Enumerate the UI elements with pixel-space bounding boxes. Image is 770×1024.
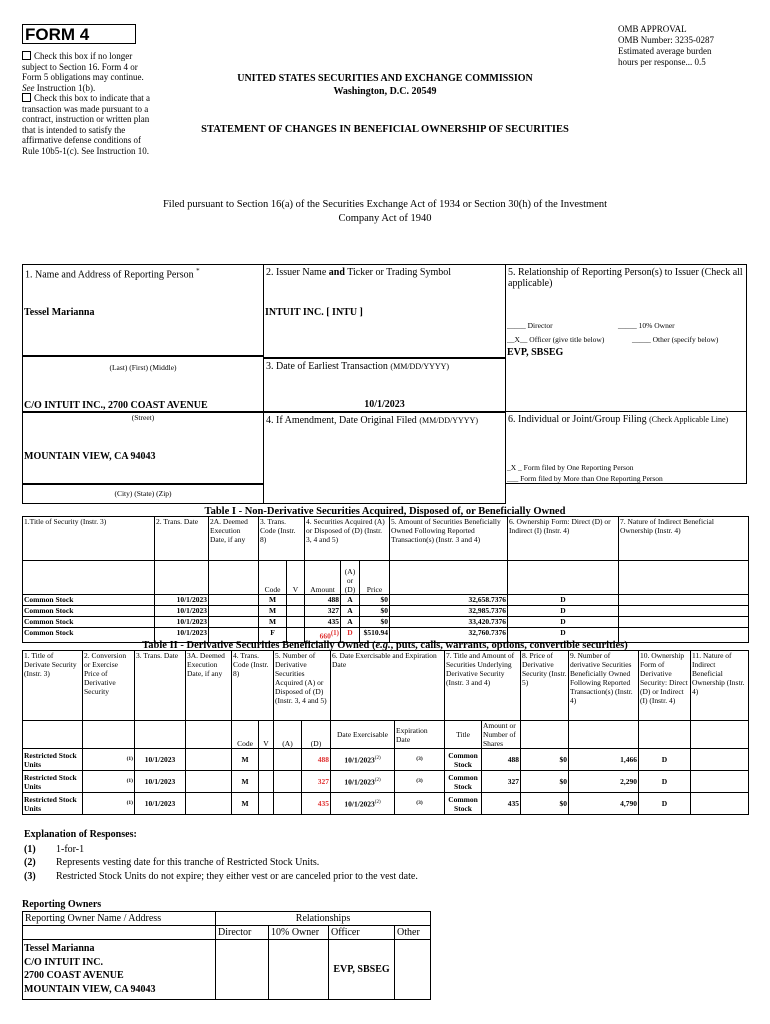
filed-pursuant: Filed pursuant to Section 16(a) of the Securities Exchange Act of 1934 or Section 30(h) of the Investment Company Act of 1940 <box>162 199 608 224</box>
explanation-number: (1) <box>24 843 36 855</box>
check2-text: Check this box to indicate that a transaction was made pursuant to a contract, instruction or written plan that is intended to satisfy the affirmative defense conditions of Rule 10b5-1(c). See Instruction 10. <box>22 93 150 156</box>
box5-label: 5. Relationship of Reporting Person(s) to Issuer (Check all applicable) <box>508 267 743 289</box>
t2-cell-und-title <box>445 771 482 793</box>
t2-cell-ex <box>331 793 395 815</box>
t2-cell-und-amt-text: 435 <box>507 799 520 808</box>
form-label: FORM 4 <box>22 24 136 44</box>
t2-cell-code-text: M <box>241 755 249 764</box>
box2 <box>263 264 506 358</box>
t2-cell-nature <box>691 749 749 771</box>
t2-cell-conv-text[interactable]: (1) <box>126 756 133 762</box>
t1-cell-form-text: D <box>560 617 566 626</box>
t2-cell-und-amt <box>482 771 521 793</box>
t1-cell-date-text: 10/1/2023 <box>176 606 207 615</box>
t1-cell-owned-text: 33,420.7376 <box>468 617 506 626</box>
t1-cell-form-text: D <box>560 606 566 615</box>
t1-cell-price-text: $0 <box>380 617 388 626</box>
t2-cell-deemed <box>186 793 232 815</box>
t1-cell-price <box>360 595 390 606</box>
t1-cell-date <box>155 606 209 617</box>
t1-cell-ad <box>341 617 360 628</box>
t1-cell-form <box>508 606 619 617</box>
t2-cell-code <box>232 793 259 815</box>
t2-h-number: 5. Number of Derivative Securities Acquired (A) or Disposed of (D) (Instr. 3, 4 and 5) <box>274 651 331 721</box>
explanation-number: (2) <box>24 857 36 868</box>
t2-cell-title-text: Restricted Stock Units <box>24 772 77 791</box>
omb-line: OMB APPROVAL <box>618 24 687 34</box>
owner-name-address <box>23 940 216 1000</box>
t2-cell-und-title-text: Common Stock <box>448 794 478 813</box>
box4-label: 4. If Amendment, Date Original Filed <box>266 415 417 426</box>
t2-cell-d-text: 488 <box>317 755 329 764</box>
t1-cell-code-text: M <box>268 606 277 615</box>
one-person-line: _X _ Form filed by One Reporting Person <box>507 463 634 472</box>
t1-cell-owned <box>390 617 508 628</box>
t2-cell-date <box>135 793 186 815</box>
check1-see: See <box>22 82 35 93</box>
explanation-item <box>24 843 584 857</box>
check1-tail: Instruction 1(b). <box>36 82 96 93</box>
t1-cell-date-text: 10/1/2023 <box>176 595 207 604</box>
t1-sub-amount: Amount <box>305 561 341 595</box>
city-caption: (City) (State) (Zip) <box>114 489 172 498</box>
t1-cell-nature <box>619 617 749 628</box>
table2-title-a: Table II - Derivative Securities Beneficially Owned ( <box>142 640 376 651</box>
t2-h-form: 10. Ownership Form of Derivative Security: Direct (D) or Indirect (I) (Instr. 4) <box>639 651 691 721</box>
t1-cell-amount <box>305 606 341 617</box>
t2-cell-a <box>274 749 302 771</box>
table2 <box>22 650 749 815</box>
t2-cell-code <box>232 749 259 771</box>
t2-cell-date-text: 10/1/2023 <box>144 777 176 786</box>
earliest-date: 10/1/2023 <box>364 399 405 410</box>
t2-cell-date-text: 10/1/2023 <box>144 799 176 808</box>
t1-cell-deemed <box>209 606 259 617</box>
t2-h-code: 4. Trans. Code (Instr. 8) <box>232 651 274 721</box>
t2-cell-title <box>23 749 83 771</box>
owners-col-name: Reporting Owner Name / Address <box>23 912 216 926</box>
t1-cell-owned-text: 32,658.7376 <box>468 595 506 604</box>
t2-cell-conv-text[interactable]: (1) <box>126 778 133 784</box>
explanation-text: 1-for-1 <box>56 843 85 855</box>
box2-label-b: Ticker or Trading Symbol <box>347 267 452 278</box>
t2-cell-d-text: 435 <box>317 799 329 808</box>
t2-h-date: 3. Trans. Date <box>135 651 186 721</box>
check1-text: Check this box if no longer subject to Section 16. Form 4 or Form 5 obligations may continue. <box>22 51 144 82</box>
table1-title: Table I - Non-Derivative Securities Acquired, Disposed of, or Beneficially Owned <box>204 506 566 517</box>
t2-cell-nature <box>691 793 749 815</box>
street-box <box>22 412 264 484</box>
t1-cell-code-text: F <box>270 628 275 637</box>
t2-cell-price <box>521 771 569 793</box>
t1-cell-title-text: Common Stock <box>24 595 74 604</box>
t2-cell-und-title <box>445 793 482 815</box>
table2-title-b: , puts, calls, warrants, options, convertible securities) <box>390 640 628 651</box>
t1-cell-amount-text: 435 <box>327 617 339 626</box>
issuer-name: INTUIT INC. [ INTU ] <box>265 307 363 318</box>
box3-fmt: (MM/DD/YYYY) <box>390 362 450 371</box>
commission-name: UNITED STATES SECURITIES AND EXCHANGE COMMISSION <box>237 73 533 84</box>
owner-line: Tessel Marianna <box>24 943 95 954</box>
t2-cell-code <box>232 771 259 793</box>
t2-sub-d: (D) <box>302 721 331 749</box>
t2-cell-exp <box>395 771 445 793</box>
t1-cell-owned <box>390 606 508 617</box>
no-longer-subject-checkbox[interactable] <box>22 51 31 60</box>
owner-line: MOUNTAIN VIEW, CA 94043 <box>24 983 156 995</box>
explanation-heading: Explanation of Responses: <box>24 829 137 840</box>
t2-cell-und-amt-text: 327 <box>507 777 520 786</box>
owner-line: 2700 COAST AVENUE <box>24 970 124 981</box>
owners-col-director: Director <box>216 926 269 940</box>
t2-row <box>23 749 749 771</box>
t1-cell-code-text: M <box>268 595 277 604</box>
t1-cell-code <box>259 617 287 628</box>
box3 <box>263 358 506 412</box>
street-caption: (Street) <box>131 413 155 422</box>
t2-cell-title-text: Restricted Stock Units <box>24 794 77 813</box>
t2-cell-form-text: D <box>661 799 668 808</box>
t1-cell-form-text: D <box>560 628 566 637</box>
t2-cell-title-text: Restricted Stock Units <box>24 750 77 769</box>
reporting-person-name: Tessel Marianna <box>24 307 95 318</box>
t2-h-nature: 11. Nature of Indirect Beneficial Ownership (Instr. 4) <box>691 651 749 721</box>
owners-table <box>22 911 431 1000</box>
t1-cell-form <box>508 595 619 606</box>
t2-cell-exp <box>395 793 445 815</box>
other-line: _____ Other (specify below) <box>632 335 719 344</box>
t1-cell-date <box>155 595 209 606</box>
t1-cell-amount-text: 660 <box>319 631 331 641</box>
t2-cell-exp-text[interactable]: (3) <box>416 756 423 762</box>
t1-sub-v: V <box>287 561 305 595</box>
t1-cell-ad-text: A <box>347 617 353 626</box>
t1-h-nature: 7. Nature of Indirect Beneficial Ownership (Instr. 4) <box>619 517 749 561</box>
t1-cell-code <box>259 606 287 617</box>
street-address: C/O INTUIT INC., 2700 COAST AVENUE <box>24 400 208 411</box>
owners-col-rel: Relationships <box>216 912 431 926</box>
t1-cell-v <box>287 606 305 617</box>
t1-cell-deemed <box>209 617 259 628</box>
t1-cell-form-text: D <box>560 595 566 604</box>
t2-cell-title <box>23 771 83 793</box>
box3-label: 3. Date of Earliest Transaction <box>266 361 388 372</box>
t1-cell-title-text: Common Stock <box>24 606 74 615</box>
t2-h-deemed: 3A. Deemed Execution Date, if any <box>186 651 232 721</box>
t1-cell-price-text: $0 <box>380 606 388 615</box>
t1-cell-price <box>360 606 390 617</box>
owners-col-10pct: 10% Owner <box>269 926 329 940</box>
t1-row <box>23 606 749 617</box>
t2-row <box>23 793 749 815</box>
t2-footnote-ref[interactable]: (2) <box>374 756 381 762</box>
t1-h-title: 1.Title of Security (Instr. 3) <box>23 517 155 561</box>
box1-label: 1. Name and Address of Reporting Person <box>25 269 194 281</box>
t1-cell-owned-text: 32,985.7376 <box>468 606 506 615</box>
t2-cell-date-text: 10/1/2023 <box>144 755 176 764</box>
director-line: _____ Director <box>507 321 553 330</box>
t2-h-title: 1. Title of Derivate Security (Instr. 3) <box>23 651 83 721</box>
explanation-text: Represents vesting date for this tranche of Restricted Stock Units. <box>56 857 320 868</box>
t2-cell-d <box>302 771 331 793</box>
t2-cell-owned <box>569 793 639 815</box>
t2-cell-und-amt-text: 488 <box>507 755 520 764</box>
t1-cell-title-text: Common Stock <box>24 628 74 637</box>
box6 <box>505 411 747 484</box>
explanation-text: Restricted Stock Units do not expire; they either vest or are canceled prior to the vest date. <box>56 870 418 882</box>
box1 <box>22 264 264 356</box>
t2-cell-price <box>521 793 569 815</box>
t1-h-date: 2. Trans. Date <box>155 517 209 561</box>
t2-cell-und-amt <box>482 793 521 815</box>
t2-cell-v <box>259 749 274 771</box>
t2-cell-price <box>521 749 569 771</box>
owners-heading: Reporting Owners <box>22 899 102 910</box>
t1-sub-price: Price <box>360 561 390 595</box>
explanation-item <box>24 870 584 884</box>
owner-officer-title: EVP, SBSEG <box>329 940 395 1000</box>
omb-line: OMB Number: 3235-0287 <box>618 35 714 45</box>
t2-footnote-ref[interactable]: (2) <box>374 778 381 784</box>
commission-heading <box>190 72 580 98</box>
t2-cell-form-text: D <box>661 755 668 764</box>
t1-cell-title <box>23 606 155 617</box>
t1-footnote-ref[interactable]: (1) <box>330 629 339 637</box>
t1-sub-ad: (A) or (D) <box>341 561 360 595</box>
t2-cell-a <box>274 771 302 793</box>
t1-cell-date-text: 10/1/2023 <box>176 628 207 637</box>
t1-sub-code: Code <box>259 561 287 595</box>
omb-approval <box>618 24 758 68</box>
t1-h-owned: 5. Amount of Securities Beneficially Owned Following Reported Transaction(s) (Instr. 3 and 4) <box>390 517 508 561</box>
t2-cell-ex <box>331 771 395 793</box>
t1-cell-price <box>360 617 390 628</box>
t1-cell-nature <box>619 606 749 617</box>
t2-h-exercisable: 6. Date Exercisable and Expiration Date <box>331 651 445 721</box>
t2-cell-a <box>274 793 302 815</box>
t1-row <box>23 595 749 606</box>
t2-cell-conv-text[interactable]: (1) <box>126 800 133 806</box>
omb-line: Estimated average burden <box>618 46 712 56</box>
t2-cell-date <box>135 771 186 793</box>
t1-cell-title <box>23 595 155 606</box>
box1-sup: * <box>196 267 200 275</box>
t2-cell-ex <box>331 749 395 771</box>
t2-cell-form <box>639 771 691 793</box>
t2-h-owned: 9. Number of derivative Securities Beneficially Owned Following Reported Transaction(s) (Instr. 4) <box>569 651 639 721</box>
explanation-number: (3) <box>24 870 36 882</box>
t2-h-conv: 2. Conversion or Exercise Price of Derivative Security <box>83 651 135 721</box>
t2-cell-form-text: D <box>661 777 668 786</box>
t2-sub-amount: Amount or Number of Shares <box>482 721 521 749</box>
box6-note: (Check Applicable Line) <box>649 415 729 424</box>
owners-col-officer: Officer <box>329 926 395 940</box>
t2-sub-title: Title <box>445 721 482 749</box>
name-caption-box <box>22 356 264 412</box>
t1-cell-amount-text: 327 <box>327 606 339 615</box>
t1-cell-ad-text: A <box>347 595 353 604</box>
t2-cell-nature <box>691 771 749 793</box>
more-person-line: ___ Form filed by More than One Reporting Person <box>507 474 663 483</box>
officer-line: __X__ Officer (give title below) <box>507 335 605 344</box>
t2-h-price: 8. Price of Derivative Security (Instr. 5) <box>521 651 569 721</box>
name-caption: (Last) (First) (Middle) <box>109 363 177 372</box>
t2-cell-v <box>259 793 274 815</box>
statement-title: STATEMENT OF CHANGES IN BENEFICIAL OWNERSHIP OF SECURITIES <box>201 124 569 135</box>
t2-row <box>23 771 749 793</box>
box2-label-and: and <box>328 267 345 278</box>
t1-cell-deemed <box>209 595 259 606</box>
t2-cell-owned-text: 4,790 <box>620 799 638 808</box>
explanation <box>24 828 584 883</box>
t2-cell-exp-text[interactable]: (3) <box>416 800 423 806</box>
t1-h-deemed: 2A. Deemed Execution Date, if any <box>209 517 259 561</box>
t1-cell-price-text: $510.94 <box>363 628 388 637</box>
owner-line: C/O INTUIT INC. <box>24 956 103 968</box>
t1-cell-amount <box>305 617 341 628</box>
city-address: MOUNTAIN VIEW, CA 94043 <box>24 451 156 462</box>
t2-cell-d-text: 327 <box>317 777 329 786</box>
t2-cell-exp <box>395 749 445 771</box>
t2-cell-date <box>135 749 186 771</box>
t2-sub-code: Code <box>232 721 259 749</box>
t1-h-code: 3. Trans. Code (Instr. 8) <box>259 517 305 561</box>
t2-sub-a: (A) <box>274 721 302 749</box>
t2-cell-deemed <box>186 749 232 771</box>
t2-cell-exp-text[interactable]: (3) <box>416 778 423 784</box>
box4 <box>263 412 506 504</box>
t2-cell-price-text: $0 <box>559 777 568 786</box>
t2-cell-form <box>639 793 691 815</box>
commission-city: Washington, D.C. 20549 <box>333 86 437 97</box>
t1-cell-date <box>155 617 209 628</box>
t2-footnote-ref[interactable]: (2) <box>374 800 381 806</box>
owners-col-other: Other <box>395 926 431 940</box>
t2-cell-owned-text: 1,466 <box>620 755 638 764</box>
t2-sub-exp: Expiration Date <box>395 721 445 749</box>
officer-title: EVP, SBSEG <box>507 347 564 358</box>
rule-10b5-checkbox[interactable] <box>22 93 31 102</box>
t1-cell-v <box>287 617 305 628</box>
t2-cell-price-text: $0 <box>559 799 568 808</box>
omb-line: hours per response... 0.5 <box>618 57 706 67</box>
t2-cell-owned <box>569 749 639 771</box>
t1-cell-ad <box>341 595 360 606</box>
t1-cell-ad <box>341 606 360 617</box>
t1-cell-amount-text: 488 <box>327 595 339 604</box>
t1-cell-title <box>23 617 155 628</box>
table1 <box>22 516 749 643</box>
t2-cell-form <box>639 749 691 771</box>
t1-cell-owned-text: 32,760.7376 <box>468 628 506 637</box>
t2-cell-code-text: M <box>241 777 249 786</box>
t2-cell-und-amt <box>482 749 521 771</box>
t1-cell-title-text: Common Stock <box>24 617 74 626</box>
t2-h-underlying: 7. Title and Amount of Securities Underlying Derivative Security (Instr. 3 and 4) <box>445 651 521 721</box>
t2-cell-title <box>23 793 83 815</box>
t1-row <box>23 617 749 628</box>
t1-cell-v <box>287 595 305 606</box>
box2-label-a: 2. Issuer Name <box>266 267 327 278</box>
t1-cell-ad-text: A <box>347 606 353 615</box>
t1-cell-amount <box>305 595 341 606</box>
t1-cell-code-text: M <box>268 617 277 626</box>
t2-sub-date-ex: Date Exercisable <box>331 721 395 749</box>
t2-cell-und-title-text: Common Stock <box>448 772 478 791</box>
t1-cell-form <box>508 617 619 628</box>
t2-cell-conv <box>83 793 135 815</box>
t1-cell-price-text: $0 <box>380 595 388 604</box>
t2-cell-code-text: M <box>241 799 249 808</box>
t2-cell-ex-text: 10/1/2023 <box>344 799 375 809</box>
t2-cell-owned <box>569 771 639 793</box>
t2-cell-ex-text: 10/1/2023 <box>344 755 375 765</box>
t2-cell-v <box>259 771 274 793</box>
left-notes <box>22 51 152 156</box>
table2-title-eg: e.g. <box>375 640 391 651</box>
box4-fmt: (MM/DD/YYYY) <box>419 416 478 425</box>
t2-sub-v: V <box>259 721 274 749</box>
t1-cell-code <box>259 595 287 606</box>
t1-cell-owned <box>390 595 508 606</box>
box6-label: 6. Individual or Joint/Group Filing <box>508 414 647 425</box>
city-caption-box <box>22 484 264 504</box>
t1-cell-ad-text: D <box>347 628 353 637</box>
t1-cell-nature <box>619 595 749 606</box>
t1-h-acquired: 4. Securities Acquired (A) or Disposed of (D) (Instr. 3, 4 and 5) <box>305 517 390 561</box>
t1-h-form: 6. Ownership Form: Direct (D) or Indirect (I) (Instr. 4) <box>508 517 619 561</box>
t2-cell-ex-text: 10/1/2023 <box>344 777 375 787</box>
t2-cell-d <box>302 749 331 771</box>
t2-cell-d <box>302 793 331 815</box>
t2-cell-conv <box>83 771 135 793</box>
t1-cell-date-text: 10/1/2023 <box>176 617 207 626</box>
t2-cell-owned-text: 2,290 <box>620 777 638 786</box>
explanation-item <box>24 856 584 870</box>
t2-cell-und-title-text: Common Stock <box>448 750 478 769</box>
t2-cell-conv <box>83 749 135 771</box>
t2-cell-price-text: $0 <box>559 755 568 764</box>
t2-cell-deemed <box>186 771 232 793</box>
box5 <box>505 264 747 412</box>
owner10-line: _____ 10% Owner <box>618 321 675 330</box>
t2-cell-und-title <box>445 749 482 771</box>
